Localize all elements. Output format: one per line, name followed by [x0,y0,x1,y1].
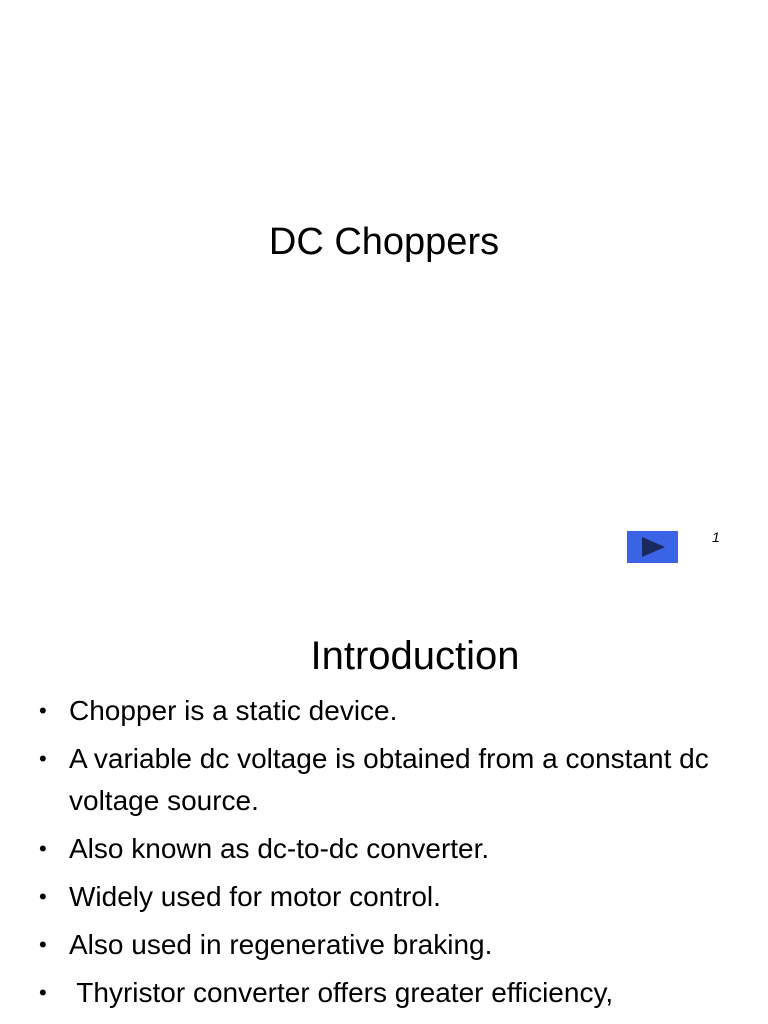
bullet-dot: • [39,746,47,771]
list-item [36,972,736,1014]
bullet-dot: • [39,932,47,957]
bullet-list [36,690,736,1020]
slide-number: 1 [712,529,720,545]
list-item [36,876,736,918]
list-item-text: Chopper is a static device. [69,695,398,726]
list-item [36,690,736,732]
list-item-text: Thyristor converter offers greater efficiency, [69,977,614,1008]
slide-title: Introduction [310,634,520,678]
list-item [36,738,736,822]
bullet-dot: • [39,836,47,861]
bullet-dot: • [39,980,47,1005]
slide-2 [0,590,768,1024]
list-item-text: Also known as dc-to-dc converter. [69,833,490,864]
list-item-text: A variable dc voltage is obtained from a constant dc voltage source. [69,743,709,816]
play-arrow-icon [639,535,667,559]
list-item-text: Widely used for motor control. [69,881,441,912]
list-item [36,828,736,870]
list-item [36,924,736,966]
slide-title: DC Choppers [268,221,500,263]
bullet-dot: • [39,698,47,723]
bullet-dot: • [39,884,47,909]
next-slide-button[interactable] [627,531,678,563]
list-item-text: Also used in regenerative braking. [69,929,493,960]
